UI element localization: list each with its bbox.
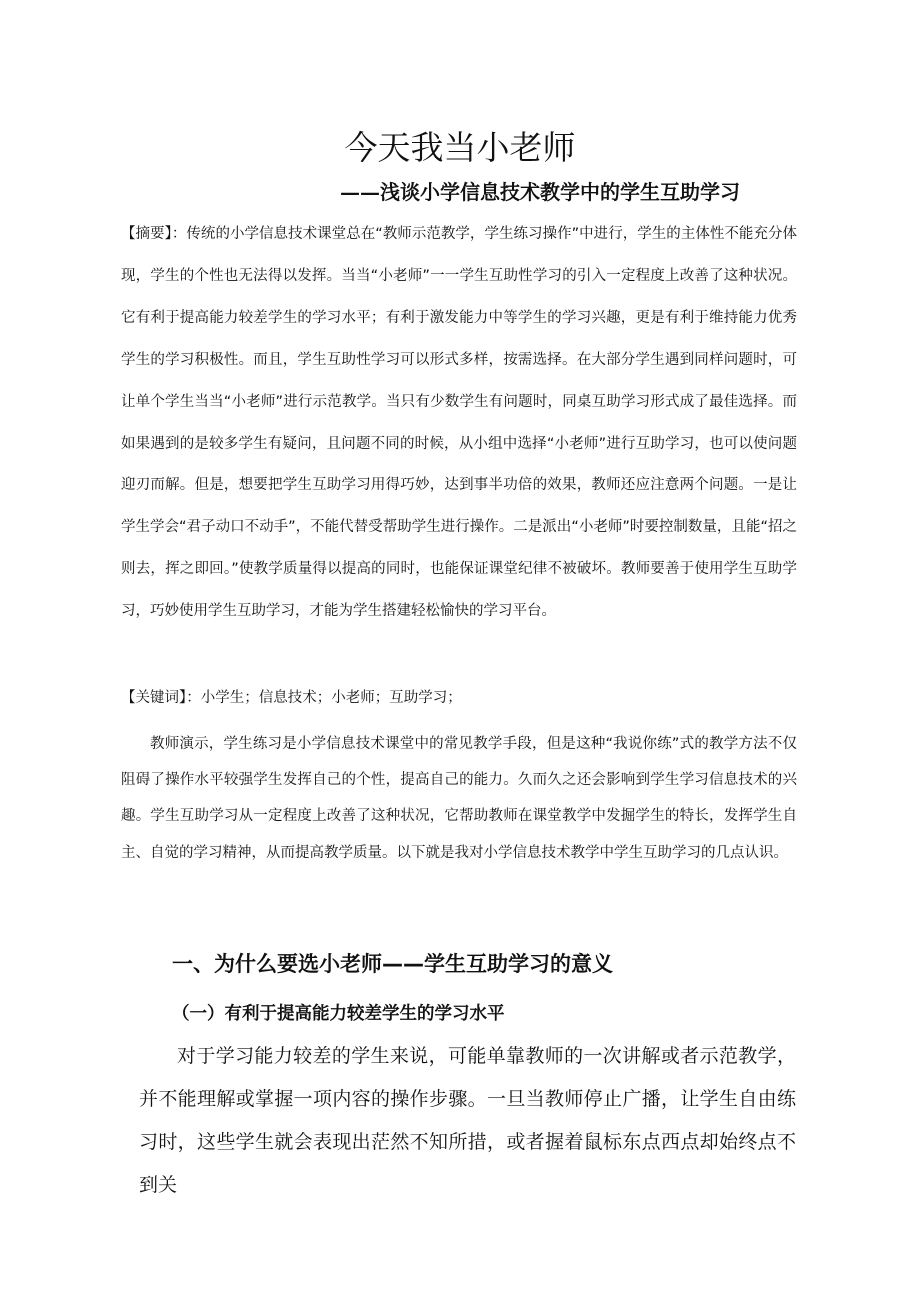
abstract-text: 传统的小学信息技术课堂总在“教师示范教学，学生练习操作”中进行，学生的主体性不能充分体现，学生的个性也无法得以发挥。当当“小老师”一一学生互助性学习的引入一定程度上改善了这种状况。它有利于提高能力较差学生的学习水平；有利于激发能力中等学生的学习兴趣，更是有利于维持能力优秀学生的学习积极性。而且，学生互助性学习可以形式多样，按需选择。在大部分学生遇到同样问题时，可让单个学生当当“小老师”进行示范教学。当只有少数学生有问题时，同桌互助学习形式成了最佳选择。而如果遇到的是较多学生有疑问，且问题不同的时候，从小组中选择“小老师”进行互助学习，也可以使问题迎刃而解。但是，想要把学生互助学习用得巧妙，达到事半功倍的效果，教师还应注意两个问题。一是让学生学会“君子动口不动手”，不能代替受帮助学生进行操作。二是派出“小老师”时要控制数量，且能“招之则去，挥之即回。”使教学质量得以提高的同时，也能保证课堂纪律不被破坏。教师要善于使用学生互助学习，巧妙使用学生互助学习，才能为学生搭建轻松愉快的学习平台。 [121, 226, 797, 620]
subsection-heading: （一）有利于提高能力较差学生的学习水平 [172, 1004, 505, 1024]
document-title: 今天我当小老师 [344, 128, 576, 167]
keywords-paragraph [121, 677, 797, 719]
subsection-body: 对于学习能力较差的学生来说，可能单靠教师的一次讲解或者示范教学，并不能理解或掌握一项内容的操作步骤。一旦当教师停止广播，让学生自由练习时，这些学生就会表现出茫然不知所措，或者握着鼠标东点西点却始终点不到关 [139, 1045, 796, 1196]
abstract-label: 【摘要】： [121, 226, 187, 242]
keywords-label: 【关键词】： [121, 690, 201, 706]
section-heading: 一、为什么要选小老师——学生互助学习的意义 [172, 952, 613, 976]
keywords-text: 小学生；信息技术；小老师；互助学习； [200, 690, 462, 706]
document-subtitle: ——浅谈小学信息技术教学中的学生互助学习 [340, 180, 740, 204]
abstract-paragraph [121, 214, 797, 633]
intro-paragraph: 教师演示，学生练习是小学信息技术课堂中的常见教学手段，但是这种“我说你练”式的教学方法不仅阻碍了操作水平较强学生发挥自己的个性，提高自己的能力。久而久之还会影响到学生学习信息技术的兴趣。学生互助学习从一定程度上改善了这种状况，它帮助教师在课堂教学中发掘学生的特长，发挥学生自主、自觉的学习精神，从而提高教学质量。以下就是我对小学信息技术教学中学生互助学习的几点认识。 [121, 736, 797, 861]
